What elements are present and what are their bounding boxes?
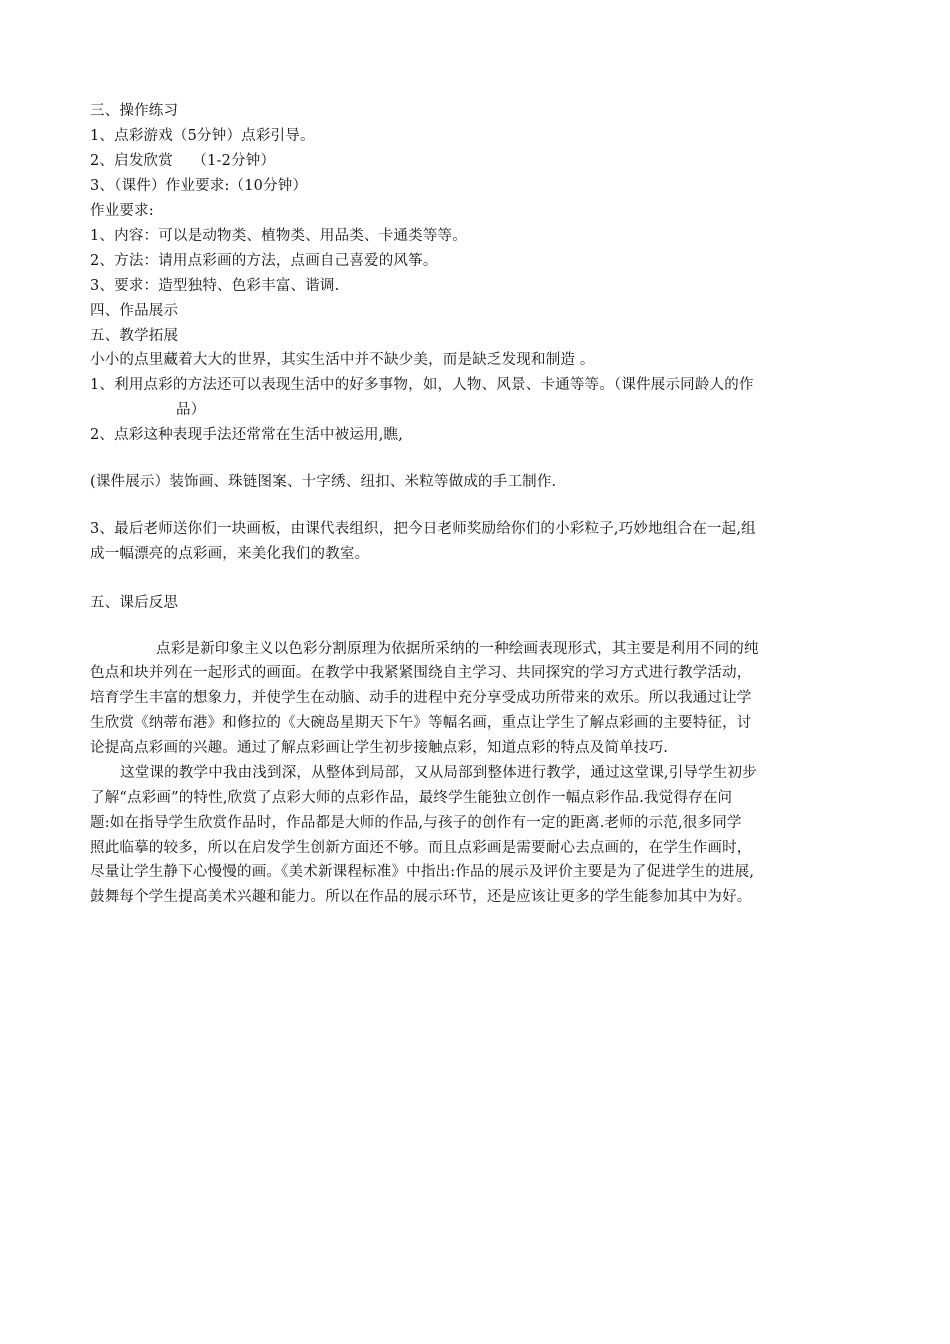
extension-intro: 小小的点里藏着大大的世界，其实生活中并不缺少美，而是缺乏发现和制造 。: [90, 352, 595, 368]
reflection-p1-line: 色点和块并列在一起形式的画面。在教学中我紧紧围绕自主学习、共同探究的学习方式进行教学活动，: [90, 665, 752, 681]
reflection-p1-line: 生欣赏《纳蒂布港》和修拉的《大碗岛星期天下午》等幅名画，重点让学生了解点彩画的主要特征，讨: [90, 715, 752, 731]
requirements-heading: 作业要求:: [90, 203, 154, 219]
reflection-p1-line: 论提高点彩画的兴趣。通过了解点彩画让学生初步接触点彩，知道点彩的特点及简单技巧.: [90, 740, 669, 756]
reflection-p2-line: 鼓舞每个学生提高美术兴趣和能力。所以在作品的展示环节，还是应该让更多的学生能参加其中为好。: [90, 889, 752, 905]
reflection-p2-line: 尽量让学生静下心慢慢的画。《美术新课程标准》中指出:作品的展示及评价主要是为了促进学生的进展,: [90, 864, 755, 880]
section-heading-showcase: 四、作品展示: [90, 303, 179, 319]
reflection-p2-line: 这堂课的教学中我由浅到深，从整体到局部，又从局部到整体进行教学，通过这堂课,引导学生初步: [120, 765, 757, 781]
section-heading-practice: 三、操作练习: [90, 103, 179, 119]
section-heading-extension: 五、教学拓展: [90, 328, 179, 344]
extension-item-2: 2、点彩这种表现手法还常常在生活中被运用,瞧,: [90, 427, 404, 443]
section-heading-reflection: 五、课后反思: [90, 595, 179, 611]
reflection-p1-line: 点彩是新印象主义以色彩分割原理为依据所采纳的一种绘画表现形式，其主要是利用不同的纯: [156, 641, 759, 657]
extension-item-3-line-1: 3、最后老师送你们一块画板，由课代表组织，把今日老师奖励给你们的小彩粒子,巧妙地组合在一起,组: [90, 521, 756, 537]
practice-item-3: 3、（课件）作业要求:（10分钟）: [90, 178, 308, 194]
reflection-p2-line: 题:如在指导学生欣赏作品时，作品都是大师的作品,与孩子的创作有一定的距离.老师的示范,很多同学: [90, 815, 742, 831]
requirement-item-3: 3、要求：造型独特、色彩丰富、谐调.: [90, 278, 340, 294]
practice-item-2: 2、启发欣赏 （1-2分钟）: [90, 153, 276, 169]
extension-item-1-line-1: 1、利用点彩的方法还可以表现生活中的好多事物，如，人物、风景、卡通等等。（课件展示同龄人的作: [90, 377, 754, 393]
reflection-p2-line: 照此临摹的较多，所以在启发学生创新方面还不够。而且点彩画是需要耐心去点画的，在学生作画时，: [90, 840, 752, 856]
extension-item-2-detail: (课件展示）装饰画、珠链图案、十字绣、纽扣、米粒等做成的手工制作.: [90, 474, 557, 490]
extension-item-1-line-2: 品）: [176, 402, 206, 418]
requirement-item-1: 1、内容：可以是动物类、植物类、用品类、卡通类等等。: [90, 228, 467, 244]
reflection-p2-line: 了解“点彩画”的特性,欣赏了点彩大师的点彩作品，最终学生能独立创作一幅点彩作品.我觉得存在问: [90, 790, 733, 806]
extension-item-3-line-2: 成一幅漂亮的点彩画，来美化我们的教室。: [90, 546, 370, 562]
reflection-p1-line: 培育学生丰富的想象力，并使学生在动脑、动手的进程中充分享受成功所带来的欢乐。所以我通过让学: [90, 690, 752, 706]
practice-item-1: 1、点彩游戏（5分钟）点彩引导。: [90, 128, 315, 144]
requirement-item-2: 2、方法：请用点彩画的方法，点画自己喜爱的风筝。: [90, 253, 438, 269]
